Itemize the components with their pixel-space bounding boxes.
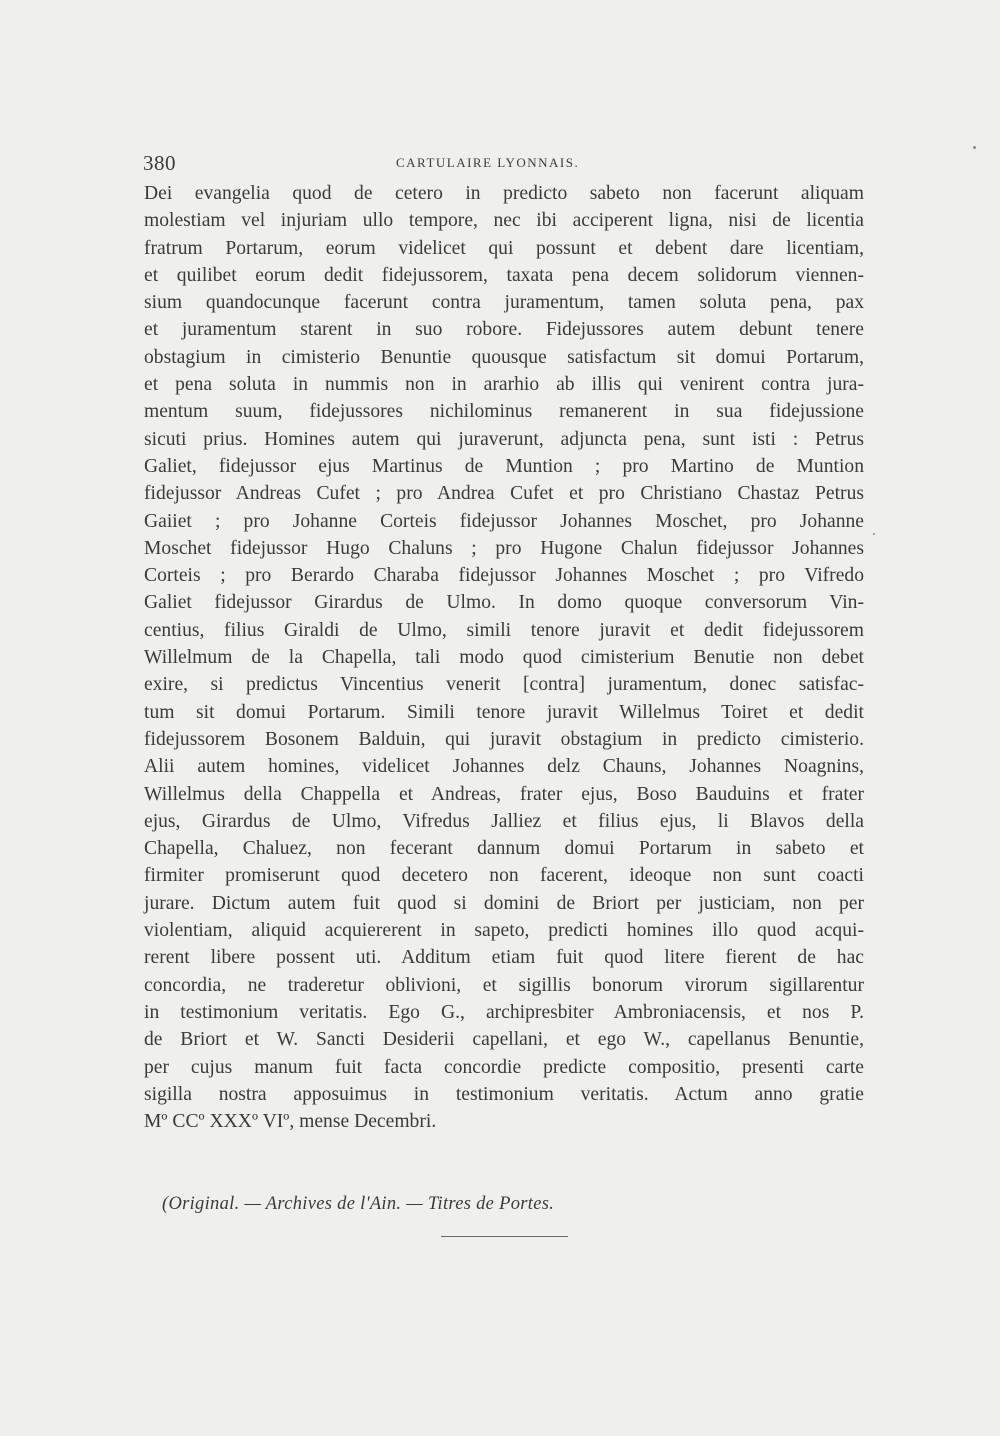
text-line: jurare. Dictum autem fuit quod si domini de Briort per justiciam, non per <box>144 892 864 914</box>
text-line: tum sit domui Portarum. Simili tenore juravit Willelmus Toiret et dedit <box>144 701 864 723</box>
text-line: Galiet, fidejussor ejus Martinus de Muntion ; pro Martino de Muntion <box>144 455 864 477</box>
text-line: obstagium in cimisterio Benuntie quousque satisfactum sit domui Portarum, <box>144 346 864 368</box>
body-text <box>144 180 864 1135</box>
text-line: sigilla nostra apposuimus in testimonium veritatis. Actum anno gratie <box>144 1083 864 1105</box>
text-line: centius, filius Giraldi de Ulmo, simili tenore juravit et dedit fidejussorem <box>144 619 864 641</box>
text-line: molestiam vel injuriam ullo tempore, nec ibi acciperent ligna, nisi de licentia <box>144 210 864 232</box>
header-title: CARTULAIRE LYONNAIS. <box>396 155 580 170</box>
text-line: Galiet fidejussor Girardus de Ulmo. In domo quoque conversorum Vin- <box>144 592 864 614</box>
text-line: Willelmus della Chappella et Andreas, frater ejus, Boso Bauduins et frater <box>144 783 864 805</box>
text-line: Dei evangelia quod de cetero in predicto sabeto non facerunt aliquam <box>144 183 864 204</box>
text-line: fidejussor Andreas Cufet ; pro Andrea Cufet et pro Christiano Chastaz Petrus <box>144 483 864 505</box>
page-number: 380 <box>143 151 176 175</box>
text-line: fidejussorem Bosonem Balduin, qui juravit obstagium in predicto cimisterio. <box>144 728 864 750</box>
text-line: ejus, Girardus de Ulmo, Vifredus Jalliez et filius ejus, li Blavos della <box>144 810 864 832</box>
text-line: Chapella, Chaluez, non fecerant dannum domui Portarum in sabeto et <box>144 838 864 860</box>
text-line-last: Mº CCº XXXº VIº, mense Decembri. <box>144 1111 437 1133</box>
paper-speck <box>873 533 875 535</box>
text-line: Corteis ; pro Berardo Charaba fidejussor Johannes Moschet ; pro Vifredo <box>144 565 864 587</box>
text-line: sium quandocunque facerunt contra juramentum, tamen soluta pena, pax <box>144 292 864 314</box>
text-line: et quilibet eorum dedit fidejussorem, taxata pena decem solidorum viennen- <box>144 264 864 286</box>
text-line: Alii autem homines, videlicet Johannes delz Chauns, Johannes Noagnins, <box>144 756 864 778</box>
text-line: rerent libere possent uti. Additum etiam fuit quod litere fierent de hac <box>144 947 864 969</box>
text-line: in testimonium veritatis. Ego G., archipresbiter Ambroniacensis, et nos P. <box>144 1001 864 1023</box>
paper-speck <box>973 146 976 149</box>
source-note: (Original. — Archives de l'Ain. — Titres de Portes. <box>162 1194 555 1214</box>
closing-rule <box>441 1236 568 1237</box>
text-line: Willelmum de la Chapella, tali modo quod cimisterium Benutie non debet <box>144 647 864 669</box>
text-line: mentum suum, fidejussores nichilominus remanerent in sua fidejussione <box>144 401 864 423</box>
text-line: firmiter promiserunt quod decetero non facerent, ideoque non sunt coacti <box>144 865 864 887</box>
text-line: per cujus manum fuit facta concordie predicte compositio, presenti carte <box>144 1056 864 1078</box>
text-line: de Briort et W. Sancti Desiderii capellani, et ego W., capellanus Benuntie, <box>144 1029 864 1051</box>
text-line: concordia, ne traderetur oblivioni, et sigillis bonorum virorum sigillarentur <box>144 974 864 996</box>
text-line: fratrum Portarum, eorum videlicet qui possunt et debent dare licentiam, <box>144 237 864 259</box>
text-line: et juramentum starent in suo robore. Fidejussores autem debunt tenere <box>144 319 864 341</box>
running-head <box>143 151 863 179</box>
text-line: sicuti prius. Homines autem qui juraverunt, adjuncta pena, sunt isti : Petrus <box>144 428 864 450</box>
text-line: Moschet fidejussor Hugo Chaluns ; pro Hugone Chalun fidejussor Johannes <box>144 537 864 559</box>
text-line: violentiam, aliquid acquiererent in sapeto, predicti homines illo quod acqui- <box>144 920 864 942</box>
text-line: Gaiiet ; pro Johanne Corteis fidejussor Johannes Moschet, pro Johanne <box>144 510 864 532</box>
text-line: exire, si predictus Vincentius venerit [contra] juramentum, donec satisfac- <box>144 674 864 696</box>
text-line: et pena soluta in nummis non in ararhio ab illis qui venirent contra jura- <box>144 374 864 396</box>
